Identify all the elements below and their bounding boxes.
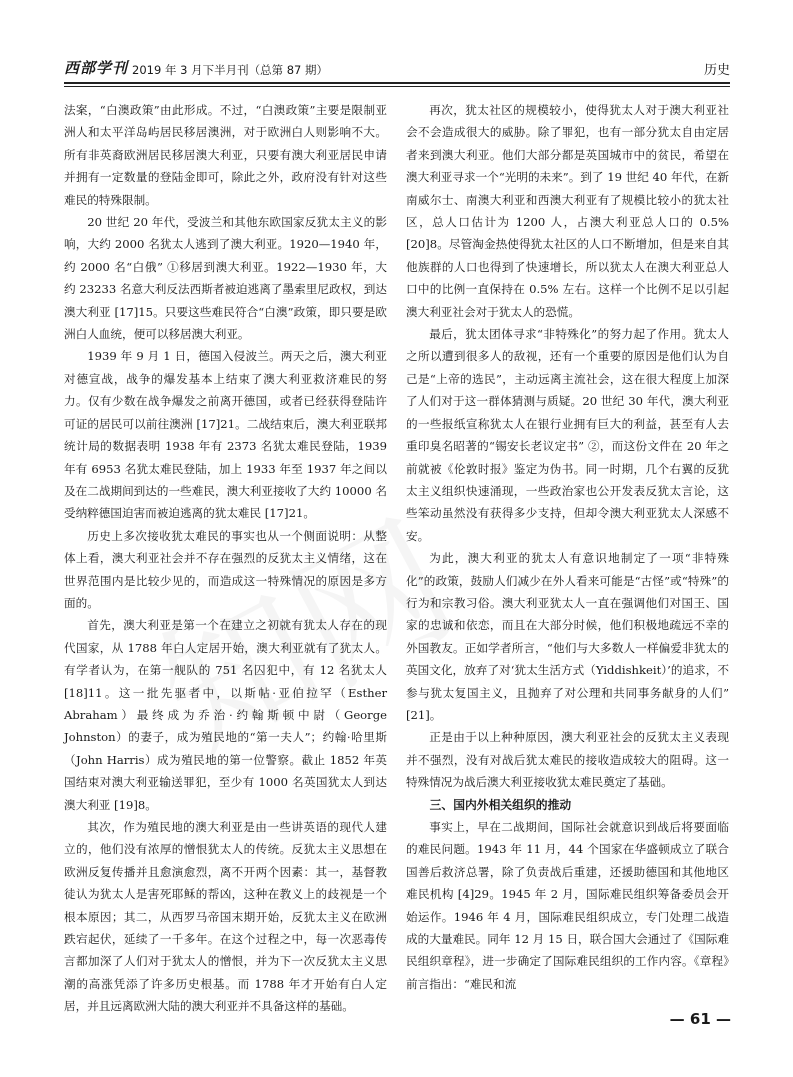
right-column bbox=[406, 99, 729, 995]
header-rule-thick bbox=[64, 82, 730, 84]
paragraph: 事实上，早在二战期间，国际社会就意识到战后将要面临的难民问题。1943 年 11 月，44 个国家在华盛顿成立了联合国善后救济总署，除了负责战后重建，还援助德国和其他地区难民机构 [4]29。1945 年 2 月，国际难民组织筹备委员会开始运作。1946 年 4 月，国际难民组织成立，专门处理二战造成的大量难民。同年 12 月 15 日，联合国大会通过了《国际难民组织章程》，进一步确定了国际难民组织的工作内容。《章程》前言指出：“难民和流 bbox=[406, 820, 729, 991]
paragraph: 其次，作为殖民地的澳大利亚是由一些讲英语的现代人建立的，他们没有浓厚的憎恨犹太人的传统。反犹太主义思想在欧洲反复传播并且愈演愈烈，离不开两个因素：其一，基督教徒认为犹太人是害死耶稣的帮凶，这种在教义上的歧视是一个根本原因；其二，从西罗马帝国末期开始，反犹太主义在欧洲跌宕起伏，延续了一千多年。在这个过程之中，每一次恶毒传言都加深了人们对于犹太人的憎恨，并为下一次反犹太主义思潮的高涨凭添了许多历史根基。而 1788 年才开始有白人定居，并且远离欧洲大陆的澳大利亚并不具备这样的基础。 bbox=[64, 820, 387, 1014]
issue-info: 2019 年 3 月下半月刊（总第 87 期） bbox=[132, 63, 329, 77]
header-left bbox=[64, 57, 328, 78]
journal-name: 西部学刊 bbox=[64, 59, 129, 77]
paragraph: 1939 年 9 月 1 日，德国入侵波兰。两天之后，澳大利亚对德宣战，战争的爆发基本上结束了澳大利亚救济难民的努力。仅有少数在战争爆发之前离开德国，或者已经获得登陆许可证的居民可以前往澳洲 [17]21。二战结束后，澳大利亚联邦统计局的数据表明 1938 年有 2373 名犹太难民登陆，1939 年有 6953 名犹太难民登陆，加上 1933 年至 1937 年之间以及在二战期间到达的一些难民，澳大利亚接收了大约 10000 名受纳粹德国迫害而被迫逃离的犹太难民 [17]21。 bbox=[64, 349, 387, 521]
paragraph: 历史上多次接收犹太难民的事实也从一个侧面说明：从整体上看，澳大利亚社会并不存在强烈的反犹太主义情绪，这在世界范围内是比较少见的，而造成这一特殊情况的原因是多方面的。 bbox=[64, 528, 387, 610]
paragraph: 最后，犹太团体寻求“非特殊化”的努力起了作用。犹太人之所以遭到很多人的敌视，还有一个重要的原因是他们认为自己是“上帝的选民”，主动远离主流社会，这在很大程度上加深了人们对于这一群体猜测与质疑。20 世纪 30 年代，澳大利亚的一些报纸宣称犹太人在银行业拥有巨大的利益，甚至有人去重印臭名昭著的“锡安长老议定书” ②，而这份文件在 20 年之前就被《伦敦时报》鉴定为伪书。同一时期，几个右翼的反犹太主义组织快速涌现，一些政治家也公开发表反犹太言论，这些笨动虽然没有获得多少支持，但却令澳大利亚犹太人深感不安。 bbox=[406, 327, 729, 543]
paragraph: 正是由于以上种种原因，澳大利亚社会的反犹太主义表现并不强烈，没有对战后犹太难民的接收造成较大的阻碍。这一特殊情况为战后澳大利亚接收犹太难民奠定了基础。 bbox=[406, 730, 729, 790]
page-number: — 61 — bbox=[669, 1010, 731, 1028]
page-header bbox=[64, 56, 730, 78]
section-name: 历史 bbox=[703, 63, 730, 78]
header-rule-thin bbox=[64, 86, 730, 87]
paragraph: 首先，澳大利亚是第一个在建立之初就有犹太人存在的现代国家，从 1788 年白人定居开始，澳大利亚就有了犹太人。有学者认为，在第一舰队的 751 名囚犯中，有 12 名犹太人 [18]11。这一批先驱者中，以斯帖·亚伯拉罕（Esther Abraham）最终成为乔治·约翰斯顿中尉（George Johnston）的妻子，成为殖民地的“第一夫人”；约翰·哈里斯（John Harris）成为殖民地的第一位警察。截止 1852 年英国结束对澳大利亚输送罪犯，至少有 1000 名英国犹太人到达澳大利亚 [19]8。 bbox=[64, 618, 387, 812]
paragraph: 20 世纪 20 年代，受波兰和其他东欧国家反犹太主义的影响，大约 2000 名犹太人逃到了澳大利亚。1920—1940 年，约 2000 名“白俄” ①移居到澳大利亚。1922—1930 年，大约 23233 名意大利反法西斯者被迫逃离了墨索里尼政权，到达澳大利亚 [17]15。只要这些难民符合“白澳”政策，即只要是欧洲白人血统，便可以移居澳大利亚。 bbox=[64, 215, 387, 342]
left-column bbox=[64, 99, 387, 1018]
paragraph: 再次，犹太社区的规模较小，使得犹太人对于澳大利亚社会不会造成很大的威胁。除了罪犯，也有一部分犹太自由定居者来到澳大利亚。他们大部分都是英国城市中的贫民，希望在澳大利亚寻求一个“光明的未来”。到了 19 世纪 40 年代，在新南威尔士、南澳大利亚和西澳大利亚有了规模比较小的犹太社区，总人口估计为 1200 人，占澳大利亚总人口的 0.5% [20]8。尽管淘金热使得犹太社区的人口不断增加，但是来自其他族群的人口也得到了快速增长，所以犹太人在澳大利亚总人口中的比例一直保持在 0.5% 左右。这样一个比例不足以引起澳大利亚社会对于犹太人的恐慌。 bbox=[406, 103, 729, 319]
paragraph: 法案，“白澳政策”由此形成。不过，“白澳政策”主要是限制亚洲人和太平洋岛屿居民移居澳洲，对于欧洲白人则影响不大。所有非英裔欧洲居民移居澳大利亚，只要有澳大利亚居民申请并拥有一定数量的登陆金即可，除此之外，政府没有针对这些难民的特殊限制。 bbox=[64, 103, 387, 207]
section-heading: 三、国内外相关组织的推动 bbox=[429, 797, 572, 812]
paragraph: 为此，澳大利亚的犹太人有意识地制定了一项“非特殊化”的政策，鼓励人们减少在外人看来可能是“古怪”或“特殊”的行为和宗教习俗。澳大利亚犹太人一直在强调他们对国王、国家的忠诚和依恋，而且在大部分时候，他们积极地疏远不幸的外国教友。正如学者所言，“他们与大多数人一样偏爱非犹太的英国文化，放弃了对‘犹太生活方式（Yiddishkeit）’的追求，不参与犹太复国主义，且抛弃了对公理和共同事务献身的人们” [21]。 bbox=[406, 551, 729, 722]
